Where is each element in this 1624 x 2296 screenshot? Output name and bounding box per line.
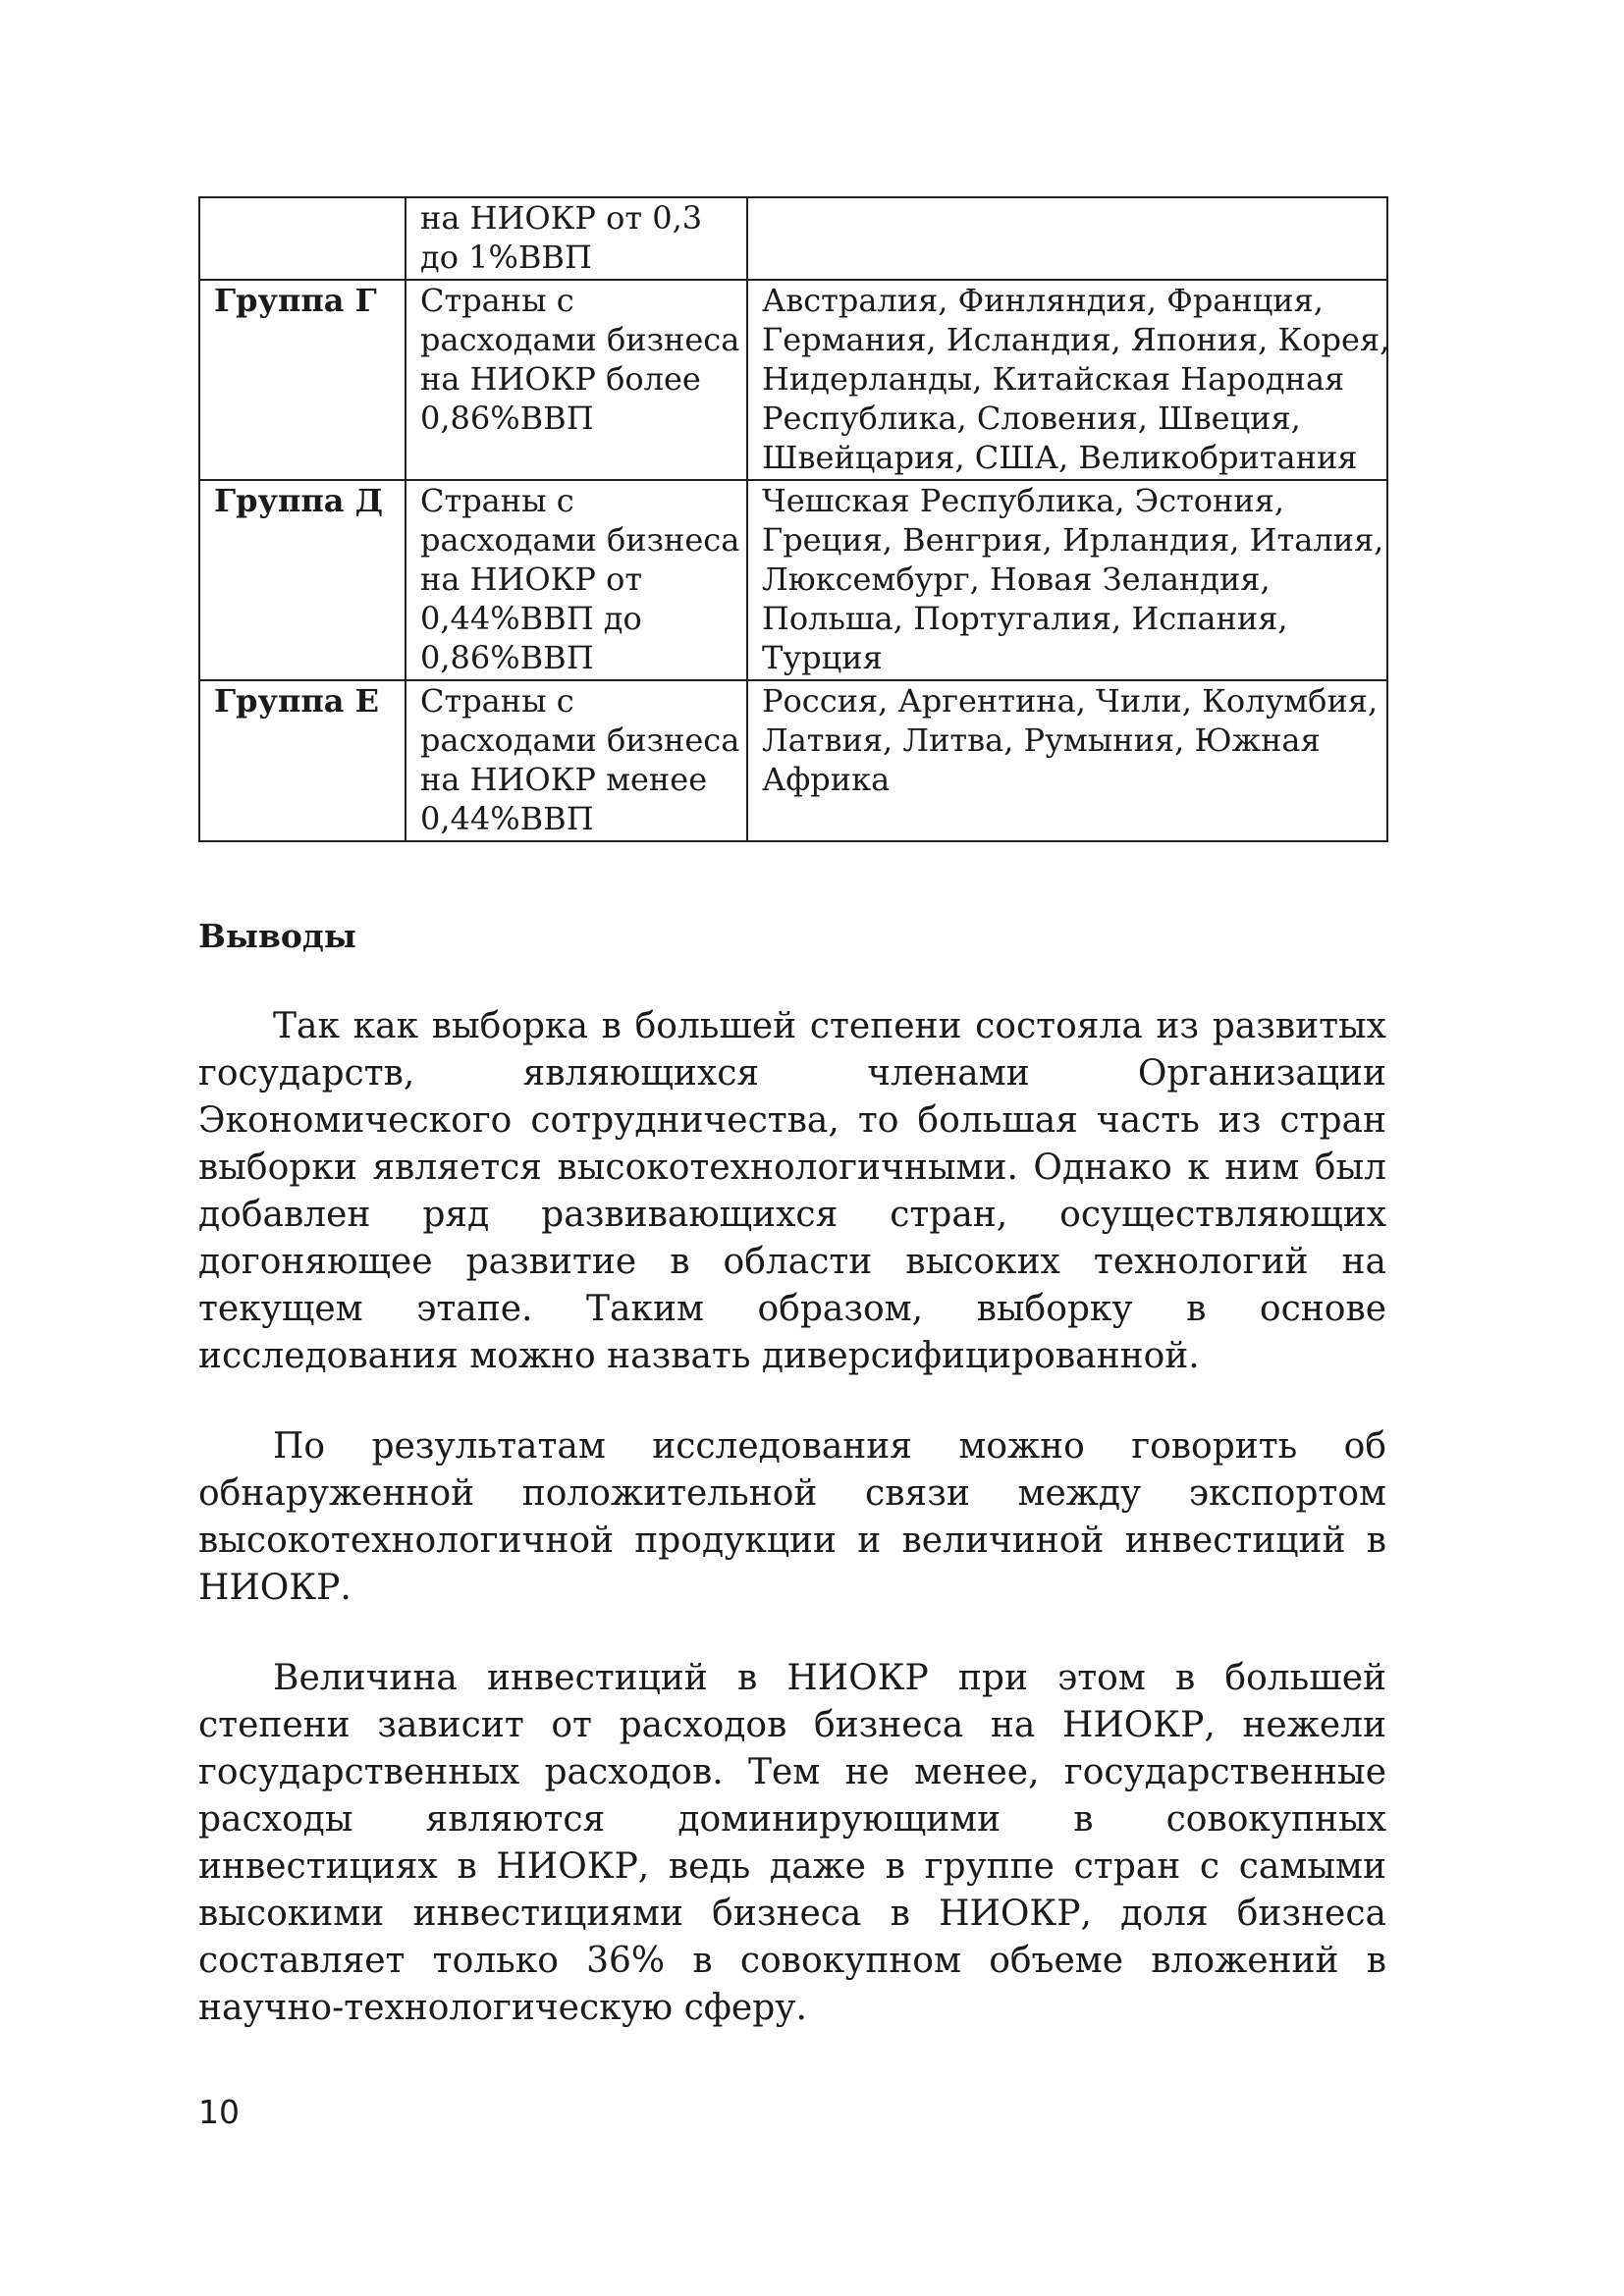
criteria-line: Страны с xyxy=(420,682,574,720)
table-row xyxy=(199,197,1387,280)
criteria-cell xyxy=(406,197,747,280)
countries-line: Германия, Исландия, Япония, Корея, xyxy=(762,321,1390,358)
criteria-line: расходами бизнеса xyxy=(420,521,740,559)
criteria-line: Страны с xyxy=(420,282,574,319)
countries-line: Чешская Республика, Эстония, xyxy=(762,482,1285,519)
countries-line: Латвия, Литва, Румыния, Южная xyxy=(762,721,1321,759)
countries-line: Африка xyxy=(762,761,891,798)
criteria-line: на НИОКР менее xyxy=(420,761,708,798)
criteria-line: 0,86%ВВП xyxy=(420,400,594,437)
countries-cell xyxy=(747,280,1390,480)
criteria-line: до 1%ВВП xyxy=(420,239,592,276)
page-number: 10 xyxy=(198,2093,240,2131)
group-name-cell: Группа Г xyxy=(199,280,406,480)
conclusions-section xyxy=(198,913,1386,2075)
table-row xyxy=(199,680,1387,841)
criteria-line: расходами бизнеса xyxy=(420,721,740,759)
criteria-line: на НИОКР более xyxy=(420,360,701,398)
group-name-cell xyxy=(199,197,406,280)
criteria-line: на НИОКР от xyxy=(420,561,643,598)
countries-line: Россия, Аргентина, Чили, Колумбия, xyxy=(762,682,1379,720)
criteria-line: на НИОКР от 0,3 xyxy=(420,199,703,237)
countries-line: Швейцария, США, Великобритания xyxy=(762,439,1358,476)
countries-line: Турция xyxy=(762,639,883,676)
countries-cell xyxy=(747,680,1387,841)
criteria-cell xyxy=(406,280,747,480)
section-heading: Выводы xyxy=(198,917,356,955)
criteria-cell xyxy=(406,480,747,680)
country-groups-table xyxy=(198,196,1388,842)
countries-line: Австралия, Финляндия, Франция, xyxy=(762,282,1324,319)
countries-line: Греция, Венгрия, Ирландия, Италия, xyxy=(762,521,1384,559)
body-paragraph: По результатам исследования можно говорить об обнаруженной положительной связи между экспортом высокотехнологичной продукции и величиной инвестиций в НИОКР. xyxy=(198,1426,1386,1608)
body-paragraph: Так как выборка в большей степени состояла из развитых государств, являющихся членами Организации Экономического сотрудничества, то большая часть из стран выборки является высокотехнологичными. Однако к ним был добавлен ряд развивающихся стран, осуществляющих догоняющее развитие в области высоких технологий на текущем этапе. Таким образом, выборку в основе исследования можно назвать диверсифицированной. xyxy=(198,1006,1386,1376)
criteria-line: Страны с xyxy=(420,482,574,519)
criteria-line: 0,44%ВВП xyxy=(420,800,594,837)
group-name-cell: Группа Д xyxy=(199,480,406,680)
countries-line: Польша, Португалия, Испания, xyxy=(762,600,1288,637)
table-row xyxy=(199,480,1387,680)
countries-cell xyxy=(747,480,1387,680)
criteria-line: 0,44%ВВП до xyxy=(420,600,642,637)
countries-line: Республика, Словения, Швеция, xyxy=(762,400,1301,437)
countries-line: Люксембург, Новая Зеландия, xyxy=(762,561,1271,598)
group-name-cell: Группа Е xyxy=(199,680,406,841)
criteria-cell xyxy=(406,680,747,841)
table-row xyxy=(199,280,1387,480)
country-groups-table-container xyxy=(198,196,1390,842)
body-paragraph: Величина инвестиций в НИОКР при этом в большей степени зависит от расходов бизнеса на НИОКР, нежели государственных расходов. Тем не менее, государственные расходы являются доминирующими в совокупных инвестициях в НИОКР, ведь даже в группе стран с самыми высокими инвестициями бизнеса в НИОКР, доля бизнеса составляет только 36% в совокупном объеме вложений в научно-технологическую сферу. xyxy=(198,1658,1386,2028)
countries-line: Нидерланды, Китайская Народная xyxy=(762,360,1345,398)
criteria-line: 0,86%ВВП xyxy=(420,639,594,676)
criteria-line: расходами бизнеса xyxy=(420,321,740,358)
countries-cell xyxy=(747,197,1387,280)
